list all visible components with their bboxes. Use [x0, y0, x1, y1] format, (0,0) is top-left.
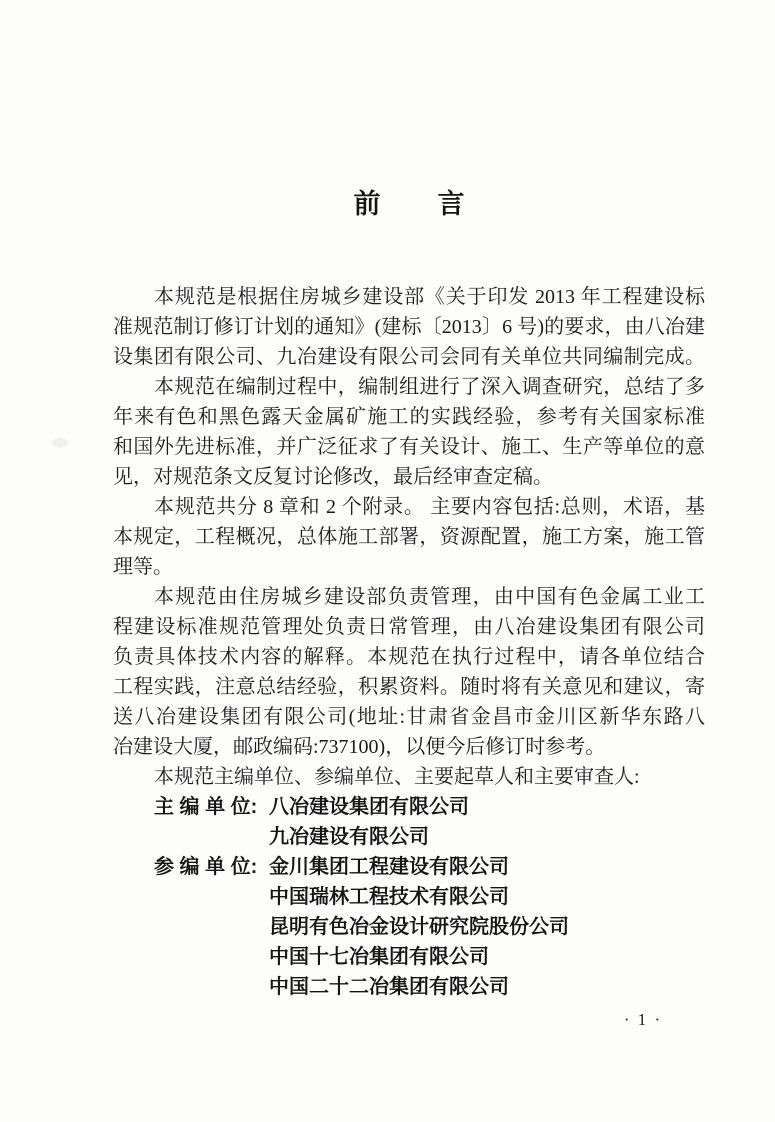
- editor-row: [113, 822, 705, 852]
- paragraphs: [113, 282, 705, 792]
- editor-organization: 中国十七冶集团有限公司: [269, 946, 489, 968]
- editor-rows: [113, 792, 705, 1002]
- editor-organization: 九冶建设有限公司: [269, 826, 429, 848]
- page-title: [113, 189, 705, 219]
- paragraph-line: 和国外先进标准，并广泛征求了有关设计、施工、生产等单位的意: [113, 436, 705, 458]
- editor-organization: 金川集团工程建设有限公司: [269, 856, 509, 878]
- editor-organization: 中国瑞林工程技术有限公司: [269, 886, 509, 908]
- paragraph-line: 本规范由住房城乡建设部负责管理，由中国有色金属工业工: [154, 586, 705, 608]
- paragraph-line: 程建设标准规范管理处负责日常管理，由八冶建设集团有限公司: [113, 616, 705, 638]
- paragraph-line: 本规范是根据住房城乡建设部《关于印发 2013 年工程建设标: [154, 286, 705, 308]
- editor-role-label: 主 编 单 位:: [154, 796, 258, 818]
- paragraph-line: 本规范共分 8 章和 2 个附录。 主要内容包括:总则，术语，基: [154, 496, 705, 518]
- scan-smudge: [52, 438, 68, 448]
- editor-row: [113, 852, 705, 882]
- editor-role-label: [154, 882, 269, 912]
- editor-row: [113, 882, 705, 912]
- editor-role-label: [154, 942, 269, 972]
- editor-role-label: [154, 912, 269, 942]
- editor-row: [113, 972, 705, 1002]
- page-number: · 1 ·: [623, 1010, 663, 1029]
- paragraph-line: 设集团有限公司、九冶建设有限公司会同有关单位共同编制完成。: [113, 346, 705, 368]
- paragraph-line: 本规范在编制过程中，编制组进行了深入调查研究，总结了多: [154, 376, 705, 398]
- paragraph-line: 理等。: [113, 556, 173, 578]
- editor-organization: 中国二十二冶集团有限公司: [269, 976, 509, 998]
- body-text: [113, 282, 705, 1002]
- editor-role-label: 参 编 单 位:: [154, 856, 258, 878]
- editor-role-label: [154, 972, 269, 1002]
- paragraph-line: 年来有色和黑色露天金属矿施工的实践经验，参考有关国家标准: [113, 406, 705, 428]
- editor-row: [113, 792, 705, 822]
- paragraph-line: 送八冶建设集团有限公司(地址:甘肃省金昌市金川区新华东路八: [113, 706, 705, 728]
- editor-row: [113, 942, 705, 972]
- page-title-char-1: 前: [353, 189, 381, 219]
- editor-row: [113, 912, 705, 942]
- paragraph-line: 负责具体技术内容的解释。本规范在执行过程中，请各单位结合: [113, 646, 705, 668]
- paragraph-line: 冶建设大厦，邮政编码:737100)，以便今后修订时参考。: [113, 736, 606, 758]
- paragraph-line: 本规范主编单位、参编单位、主要起草人和主要审查人:: [154, 766, 640, 788]
- paragraph-line: 本规定，工程概况，总体施工部署，资源配置，施工方案，施工管: [113, 526, 705, 548]
- paragraph-line: 准规范制订修订计划的通知》(建标〔2013〕6 号)的要求，由八冶建: [113, 316, 705, 338]
- paragraph-line: 见，对规范条文反复讨论修改，最后经审查定稿。: [113, 466, 553, 488]
- editor-organization: 昆明有色冶金设计研究院股份公司: [269, 916, 569, 938]
- editor-role-label: [154, 822, 269, 852]
- page-title-char-2: 言: [437, 189, 465, 219]
- editor-organization: 八冶建设集团有限公司: [269, 796, 469, 818]
- paragraph-line: 工程实践，注意总结经验，积累资料。随时将有关意见和建议，寄: [113, 676, 705, 698]
